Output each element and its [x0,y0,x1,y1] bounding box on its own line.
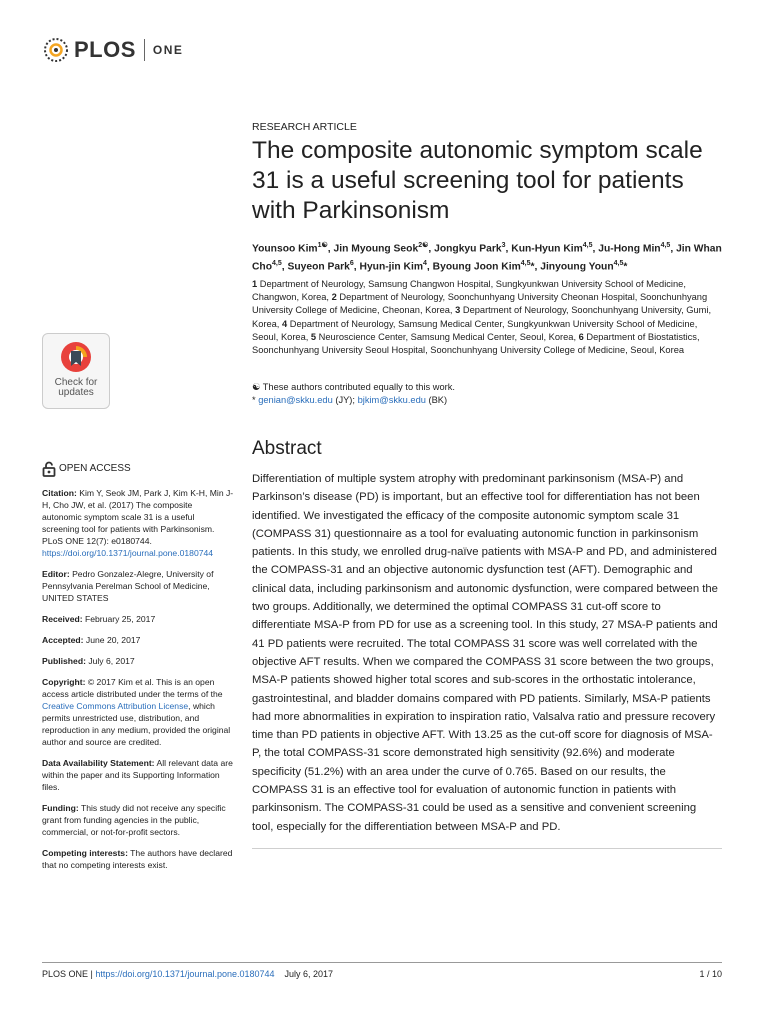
copyright-label: Copyright: [42,677,86,687]
author-separator: , [426,261,433,273]
affiliation-text: Department of Neurology, Soonchunhyang University, Gumi, Korea, [252,305,712,329]
author-name: Suyeon Park [287,261,350,273]
brand-name: PLOS [74,37,136,62]
funding-label: Funding: [42,803,79,813]
open-access-text: OPEN ACCESS [59,463,131,474]
copyright-text-2: , which permits unrestricted use, distribution, and reproduction in any medium, provided the original author and source are credited. [42,701,231,747]
author-affiliation-sup: 4,5 [660,242,671,249]
author-name: Jin Myoung Seok [333,243,419,255]
competing-interests-text: The authors have declared that no competing interests exist. [42,848,233,870]
author-separator: , [353,261,360,273]
competing-interests-label: Competing interests: [42,848,128,858]
abstract-divider [252,848,722,849]
received-text: February 25, 2017 [82,614,156,624]
accepted-label: Accepted: [42,635,84,645]
citation-text: Kim Y, Seok JM, Park J, Kim K-H, Min J-H, Cho JW, et al. (2017) The composite autonomic symptom scale 31 is a useful screening tool for patients with Parkinsonism. PLoS ONE 12(7): e0180744. [42,488,234,546]
footer-divider [42,962,722,963]
data-availability-block [42,757,234,793]
affiliation-text: Department of Neurology, Samsung Changwon Hospital, Sungkyunkwan University School of Medicine, Changwon, Korea, [252,279,686,303]
affiliation-text: Department of Neurology, Samsung Medical Center, Sungkyunkwan University School of Medicine, Seoul, Korea, [252,318,698,342]
author-affiliation-sup: 4,5 [613,260,624,268]
affiliation-text: Neuroscience Center, Samsung Medical Center, Seoul, Korea, [316,331,579,342]
author-notes [252,381,722,407]
citation-label: Citation: [42,488,77,498]
author-separator: , [670,243,677,255]
author-affiliation-sup: 2☯ [418,242,429,249]
check-for-updates-icon [59,340,93,374]
received-block [42,613,234,625]
editor-block [42,568,234,604]
affiliation-number: 4 [281,318,288,329]
author-name: Jin Whan Cho [252,243,722,273]
author-separator: , [281,261,288,273]
editor-label: Editor: [42,569,70,579]
citation-doi-link[interactable]: https://doi.org/10.1371/journal.pone.0180744 [42,548,214,558]
editor-text: Pedro Gonzalez-Alegre, University of Pennsylvania Perelman School of Medicine, UNITED STATES [42,569,214,603]
author-affiliation-sup: 4 [423,260,427,268]
plos-logo-icon [42,36,70,64]
article-type: RESEARCH ARTICLE [252,121,357,133]
abstract-heading: Abstract [252,438,322,459]
badge-line-2: updates [58,387,94,398]
affiliation-text: Department of Biostatistics, Soonchunhyang University Seoul Hospital, Soonchunhyang University College of Medicine, Seoul, Korea [252,331,700,356]
author-separator: , [428,243,435,255]
footer-date: July 6, 2017 [274,969,334,979]
affiliation-number: 5 [310,331,317,342]
page-number: 1 / 10 [699,969,722,979]
author-affiliation-sup: 6 [349,260,354,268]
funding-text: This study did not receive any specific grant from funding agencies in the public, commercial, or not-for-profit sectors. [42,803,226,837]
author-affiliation-sup: 3 [501,242,506,249]
affiliations [252,278,722,357]
copyright-block [42,676,234,748]
author-affiliation-sup: 4,5 [582,242,593,249]
corresponding-star: * [252,395,259,405]
plos-one-logo[interactable] [42,30,183,70]
author-separator: , [592,243,599,255]
correspondence-line [252,394,722,407]
author-separator: * [623,261,628,273]
open-access-label [42,461,234,477]
funding-block [42,802,234,838]
author-name: Jinyoung Youn [540,261,614,273]
published-text: July 6, 2017 [85,656,135,666]
article-title: The composite autonomic symptom scale 31 is a useful screening tool for patients with Parkinsonism [252,137,703,224]
affiliation-number: 3 [455,305,461,316]
open-lock-icon [42,461,56,477]
author-name: Byoung Joon Kim [432,261,521,273]
competing-interests-block [42,847,234,871]
footer-citation [42,969,333,979]
abstract-text: Differentiation of multiple system atrophy with predominant parkinsonism (MSA-P) and Parkinson’s disease (PD) is important, but an effective tool for differentiation has not been identified. We investigated the efficacy of the composite autonomic symptom scale 31 (COMPASS 31) questionnaire as a tool for evaluating autonomic function in parkinsonism patients. In this study, we enrolled drug-naïve patients with MSA-P and PD, and administered the COMPASS-31 and an objective autonomic dysfunction test (AFT). Demographic and clinical data, including parkinsonism and autonomic dysfunction, were compared between the two groups. Additionally, we determined the optimal COMPASS 31 cut-off score to differentiate MSA-P from PD for use as a screening tool. In this study, 27 MSA-P patients and 41 PD patients were recruited. The total COMPASS 31 score was well correlated with the objective AFT results. When we compared the COMPASS 31 score between the two groups, MSA-P patients showed higher total scores and sub-scores in the orthostatic intolerance, gastrointestinal, and bladder domains compared with PD patients. Similarly, MSA-P patients had more abnormalities in expiration to inspiration ratio, Valsalva ratio and pressure recovery time than PD patients in objective AFT. With 13.25 as the cut-off score for diagnosis of MSA-P, the total COMPASS-31 score demonstrated high sensitivity (92.6%) and moderate specificity (51.2%) with an area under the curve of 0.765. Based on our results, the COMPASS 31 is an effective tool for evaluation of autonomic function in patients with parkinsonism. The COMPASS-31 could be used as a sensitive and convenient screening tool, especially for the differentiation between MSA-P and PD. [252,473,718,833]
citation-block [42,487,234,559]
author-affiliation-sup: 1☯ [317,242,328,249]
footer-doi-link[interactable]: https://doi.org/10.1371/journal.pone.0180744 [95,969,275,979]
data-availability-label: Data Availability Statement: [42,758,155,768]
published-block [42,655,234,667]
affiliation-number: 1 [252,279,258,289]
license-link[interactable]: Creative Commons Attribution License [42,701,189,711]
author-name: Younsoo Kim [252,243,318,255]
author-affiliation-sup: 4,5 [520,260,531,268]
equal-contribution-note: ☯ These authors contributed equally to this work. [252,382,455,392]
author-separator: , [505,243,512,255]
author-list [252,238,732,275]
email-link-bk[interactable]: bjkim@skku.edu [357,395,426,405]
accepted-text: June 20, 2017 [83,635,141,645]
email-tag-jy: (JY); [332,395,358,405]
author-name: Hyun-jin Kim [359,261,424,273]
author-name: Kun-Hyun Kim [511,243,583,255]
footer-journal: PLOS ONE | [42,969,96,979]
accepted-block [42,634,234,646]
affiliation-text: Department of Neurology, Soonchunhyang University Cheonan Hospital, Soonchunhyang University College of Medicine, Cheonan, Korea, [252,292,708,316]
article-info-sidebar [42,461,234,880]
author-name: Ju-Hong Min [598,243,661,255]
author-separator: , [327,243,334,255]
logo-divider [144,39,145,61]
author-affiliation-sup: 4,5 [272,260,282,268]
badge-line-1: Check for [54,377,98,388]
published-label: Published: [42,656,86,666]
affiliation-number: 2 [331,292,337,303]
email-tag-bk: (BK) [425,395,448,405]
affiliation-number: 6 [578,331,584,342]
author-name: Jongkyu Park [434,243,502,255]
check-for-updates-badge[interactable] [42,333,110,409]
data-availability-text: All relevant data are within the paper and its Supporting Information files. [42,758,233,792]
received-label: Received: [42,614,83,624]
copyright-text-1: © 2017 Kim et al. This is an open access article distributed under the terms of the [42,677,223,699]
author-separator: *, [530,261,541,273]
journal-name: ONE [152,43,184,57]
email-link-jy[interactable]: genian@skku.edu [258,395,333,405]
